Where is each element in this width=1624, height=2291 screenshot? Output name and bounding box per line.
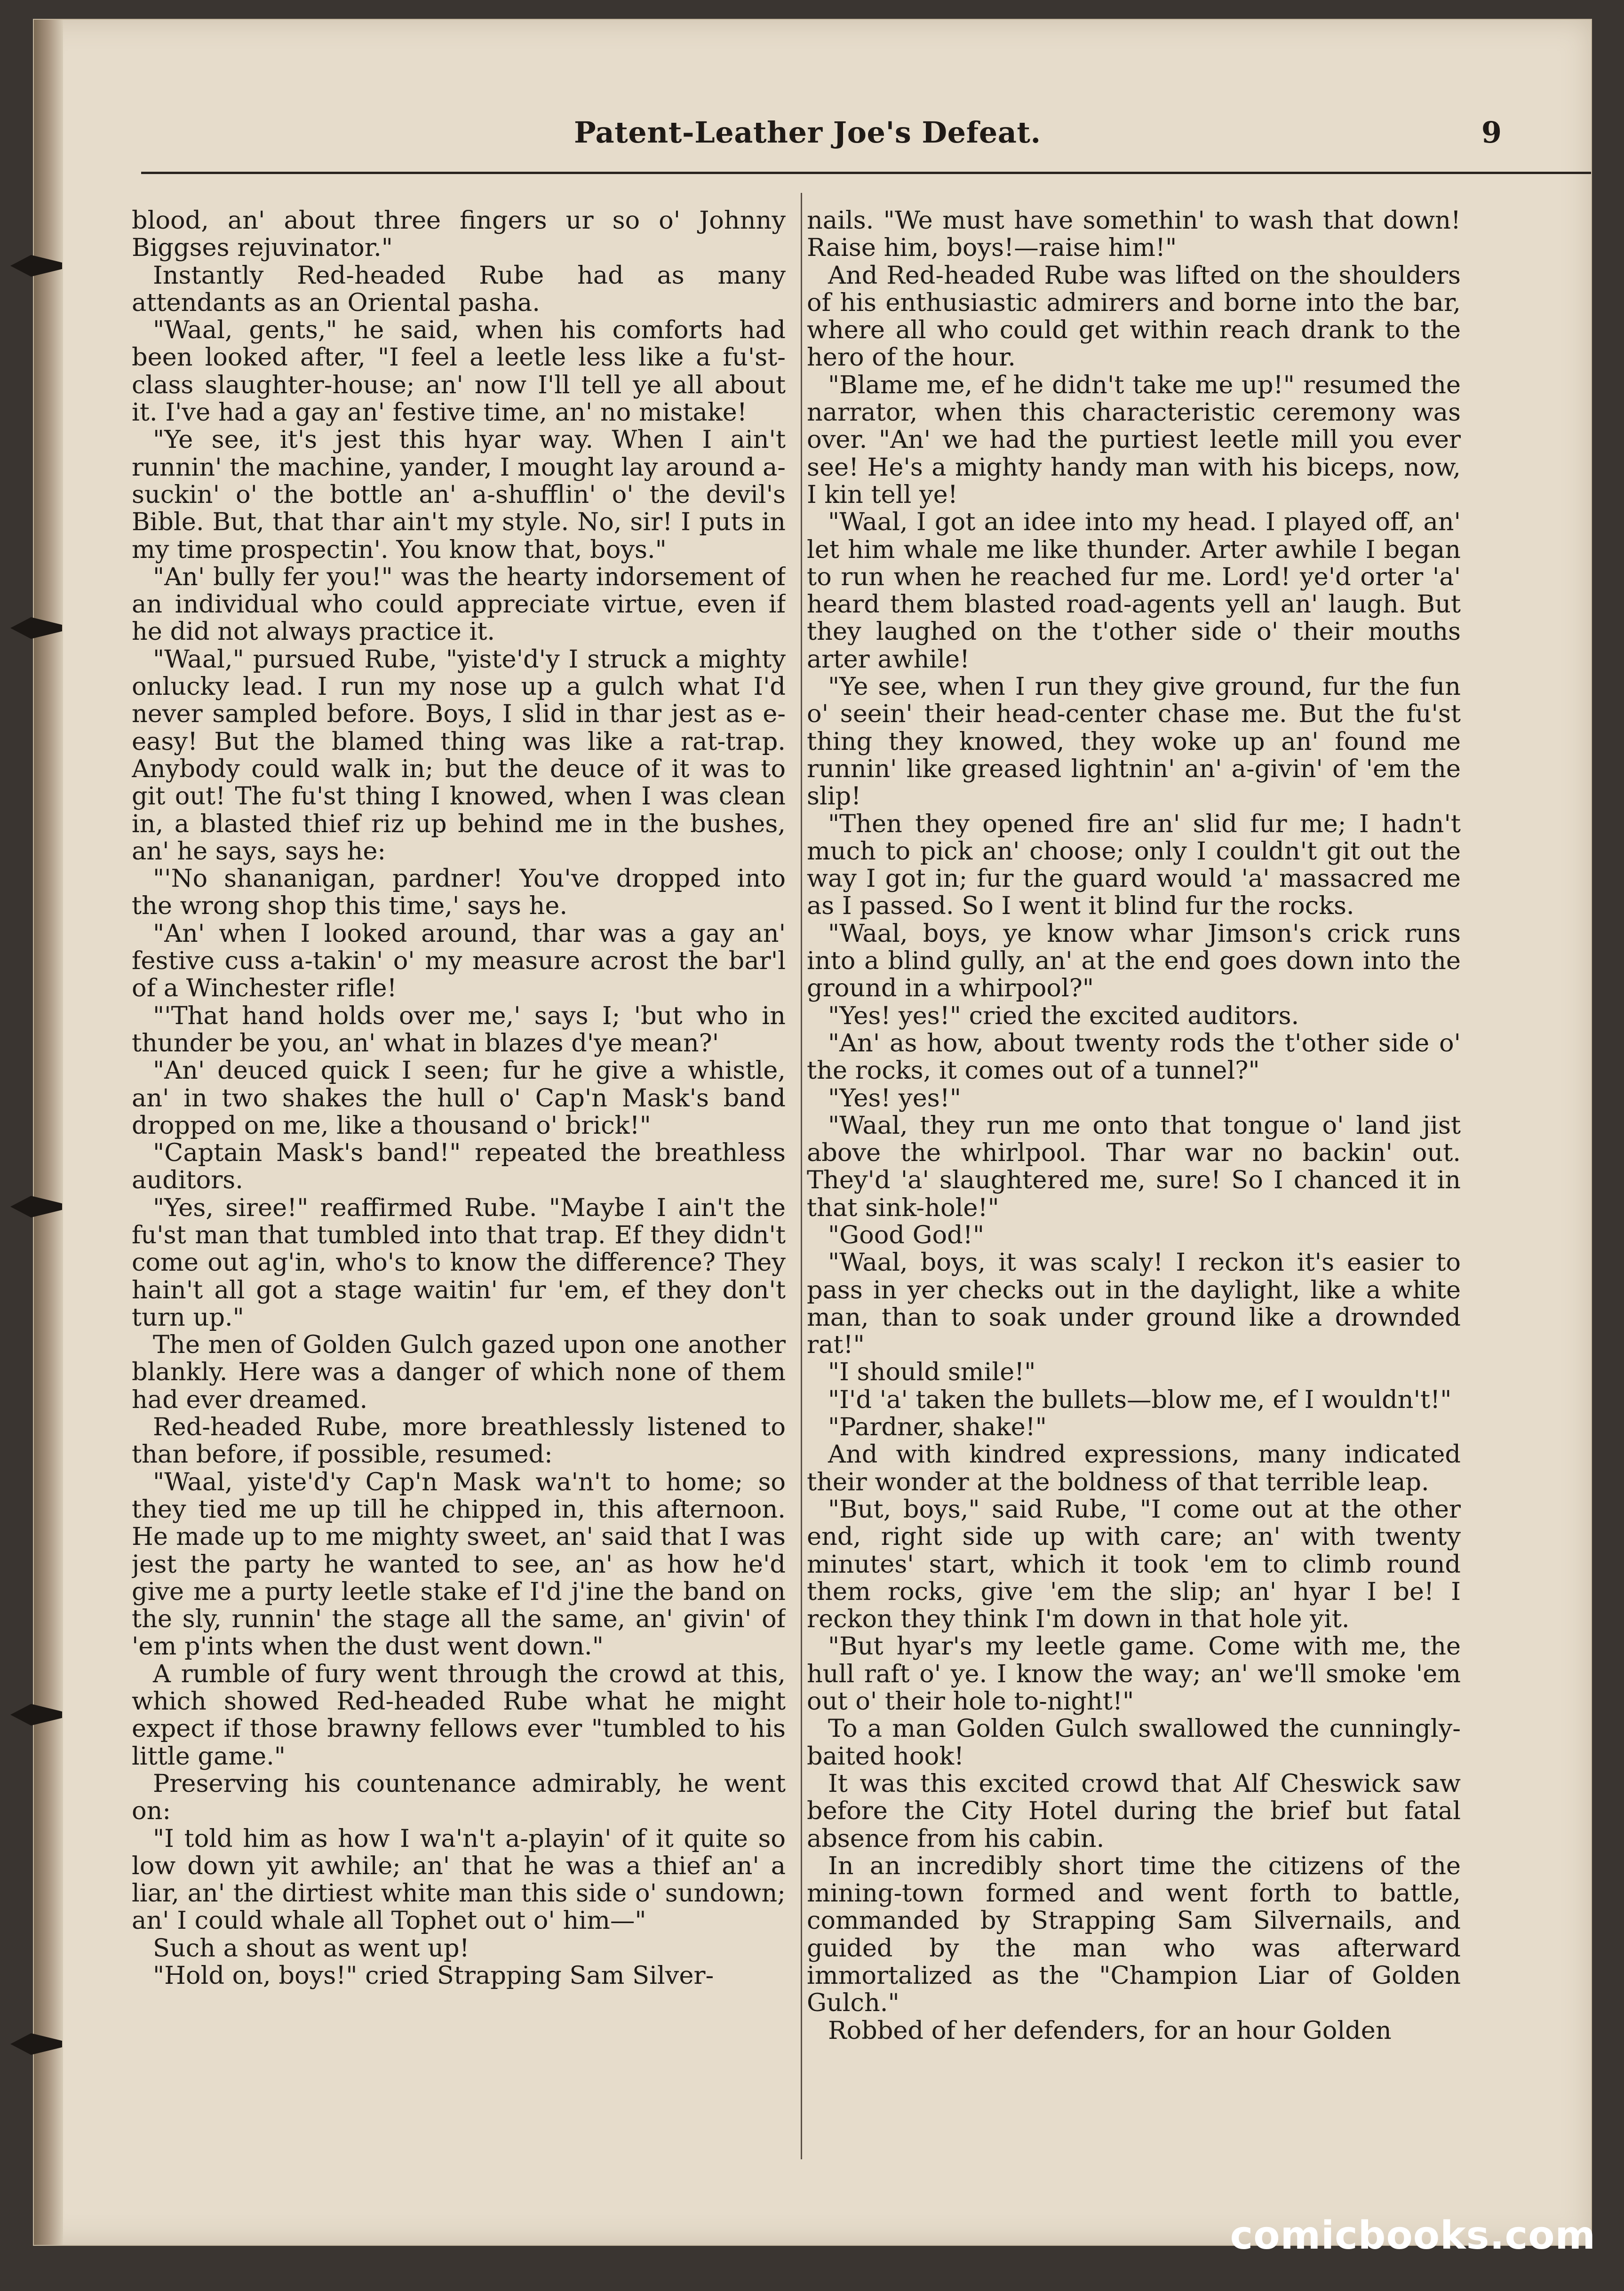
left-column bbox=[132, 207, 786, 2188]
paragraph: nails. "We must have somethin' to wash that down! Raise him, boys!—raise him!" bbox=[807, 207, 1461, 263]
paragraph: "An' when I looked around, thar was a gay an' festive cuss a-takin' o' my measure acrost the bar'l of a Winchester rifle! bbox=[132, 919, 786, 1003]
paragraph: "But, boys," said Rube, "I come out at the other end, right side up with care; an' with twenty minutes' start, which it took 'em to climb round them rocks, give 'em the slip; an' hyar I be! I reckon they think I'm down in that hole yit. bbox=[807, 1495, 1461, 1634]
paragraph: "Waal, yiste'd'y Cap'n Mask wa'n't to home; so they tied me up till he chipped in, this afternoon. He made up to me mighty sweet, an' said that I was jest the party he wanted to see, an' as how he'd give me a purty leetle stake ef I'd j'ine the band on the sly, runnin' the stage all the same, an' givin' of 'em p'ints when the dust went down." bbox=[132, 1467, 786, 1661]
paragraph: "Waal," pursued Rube, "yiste'd'y I struck a mighty onlucky lead. I run my nose up a gulch what I'd never sampled before. Boys, I slid in thar jest as e-easy! But the blamed thing was like a rat-trap. Anybody could walk in; but the deuce of it was to git out! The fu'st thing I knowed, when I was clean in, a blasted thief riz up behind me in the bushes, an' he says, says he: bbox=[132, 644, 786, 866]
paragraph: And Red-headed Rube was lifted on the shoulders of his enthusiastic admirers and borne into the bar, where all who could get within reach drank to the hero of the hour. bbox=[807, 261, 1461, 372]
right-column bbox=[807, 207, 1461, 2188]
paragraph: Instantly Red-headed Rube had as many attendants as an Oriental pasha. bbox=[132, 261, 786, 317]
paragraph: "I should smile!" bbox=[828, 1358, 1036, 1387]
paragraph: "Waal, they run me onto that tongue o' land jist above the whirlpool. Thar war no backin' out. They'd 'a' slaughtered me, sure! So I chanced it in that sink-hole!" bbox=[807, 1111, 1461, 1222]
paragraph: Preserving his countenance admirably, he went on: bbox=[132, 1769, 786, 1826]
paragraph: To a man Golden Gulch swallowed the cunningly-baited hook! bbox=[807, 1714, 1461, 1771]
paragraph: "'No shananigan, pardner! You've dropped into the wrong shop this time,' says he. bbox=[132, 864, 786, 921]
paragraph: "Pardner, shake!" bbox=[828, 1413, 1047, 1442]
paragraph: It was this excited crowd that Alf Cheswick saw before the City Hotel during the brief but fatal absence from his cabin. bbox=[807, 1769, 1461, 1853]
paragraph: The men of Golden Gulch gazed upon one another blankly. Here was a danger of which none of them had ever dreamed. bbox=[132, 1330, 786, 1414]
running-title: Patent-Leather Joe's Defeat. bbox=[574, 115, 1041, 150]
paragraph: Such a shout as went up! bbox=[153, 1933, 470, 1963]
paragraph: "Waal, boys, it was scaly! I reckon it's easier to pass in yer checks out in the daylight, like a white man, than to soak under ground like a drownded rat!" bbox=[807, 1248, 1461, 1360]
paragraph: "Then they opened fire an' slid fur me; I hadn't much to pick an' choose; only I couldn't git out the way I got in; fur the guard would 'a' massacred me as I passed. So I went it blind fur the rocks. bbox=[807, 809, 1461, 921]
paragraph: "Captain Mask's band!" repeated the breathless auditors. bbox=[132, 1138, 786, 1195]
paragraph: "An' bully fer you!" was the hearty indorsement of an individual who could appreciate virtue, even if he did not always practice it. bbox=[132, 562, 786, 646]
paragraph: Red-headed Rube, more breathlessly listened to than before, if possible, resumed: bbox=[132, 1413, 786, 1469]
paragraph: blood, an' about three fingers ur so o' Johnny Biggses rejuvinator." bbox=[132, 207, 786, 263]
paragraph: "An' as how, about twenty rods the t'other side o' the rocks, it comes out of a tunnel?" bbox=[807, 1028, 1461, 1085]
page-number: 9 bbox=[1481, 115, 1502, 150]
paragraph: "Ye see, when I run they give ground, fur the fun o' seein' their head-center chase me. But the fu'st thing they knowed, they woke up an' found me runnin' like greased lightnin' an' a-givin' of 'em the slip! bbox=[807, 672, 1461, 811]
paragraph: "Blame me, ef he didn't take me up!" resumed the narrator, when this characteristic ceremony was over. "An' we had the purtiest leetle mill you ever see! He's a mighty handy man with his biceps, now, I kin tell ye! bbox=[807, 370, 1461, 509]
paragraph: "Hold on, boys!" cried Strapping Sam Silver- bbox=[153, 1961, 714, 1990]
page-binding-edge bbox=[34, 20, 63, 2245]
paragraph: "Waal, I got an idee into my head. I played off, an' let him whale me like thunder. Arter awhile I began to run when he reached fur me. Lord! ye'd orter 'a' heard them blasted road-agents yell an' laugh. But they laughed on the t'other side o' their mouths arter awhile! bbox=[807, 508, 1461, 674]
paragraph: "Ye see, it's jest this hyar way. When I ain't runnin' the machine, yander, I mought lay around a-suckin' o' the bottle an' a-shufflin' o' the devil's Bible. But, that thar ain't my style. No, sir! I puts in my time prospectin'. You know that, boys." bbox=[132, 425, 786, 564]
paragraph: "I'd 'a' taken the bullets—blow me, ef I wouldn't!" bbox=[828, 1385, 1452, 1414]
paragraph: "Yes! yes!" bbox=[828, 1083, 961, 1113]
header-rule bbox=[141, 172, 1591, 174]
paragraph: "Good God!" bbox=[828, 1220, 984, 1249]
paragraph: "Yes! yes!" cried the excited auditors. bbox=[828, 1001, 1299, 1030]
paragraph: "But hyar's my leetle game. Come with me, the hull raft o' ye. I know the way; an' we'll smoke 'em out o' their hole to-night!" bbox=[807, 1632, 1461, 1716]
paragraph: And with kindred expressions, many indicated their wonder at the boldness of that terrible leap. bbox=[807, 1440, 1461, 1496]
paragraph: "Waal, gents," he said, when his comforts had been looked after, "I feel a leetle less like a fu'st-class slaughter-house; an' now I'll tell ye all about it. I've had a gay an' festive time, an' no mistake! bbox=[132, 316, 786, 427]
page-header bbox=[141, 115, 1502, 153]
paragraph: Robbed of her defenders, for an hour Golden bbox=[828, 2016, 1392, 2045]
paragraph: A rumble of fury went through the crowd at this, which showed Red-headed Rube what he might expect if those brawny fellows ever "tumbled to his little game." bbox=[132, 1659, 786, 1771]
paragraph: "I told him as how I wa'n't a-playin' of it quite so low down yit awhile; an' that he was a thief an' a liar, an' the dirtiest white man this side o' sundown; an' I could whale all Tophet out o' him—" bbox=[132, 1824, 786, 1935]
column-divider bbox=[801, 193, 802, 2159]
watermark: comicbooks.com bbox=[1230, 2213, 1596, 2258]
paragraph: "'That hand holds over me,' says I; 'but who in thunder be you, an' what in blazes d'ye mean?' bbox=[132, 1001, 786, 1058]
paragraph: In an incredibly short time the citizens of the mining-town formed and went forth to battle, commanded by Strapping Sam Silvernails, and guided by the man who was afterward immortalized as the "Champion Liar of Golden Gulch." bbox=[807, 1851, 1461, 2018]
paragraph: "An' deuced quick I seen; fur he give a whistle, an' in two shakes the hull o' Cap'n Mask's band dropped on me, like a thousand o' brick!" bbox=[132, 1056, 786, 1140]
paragraph: "Waal, boys, ye know whar Jimson's crick runs into a blind gully, an' at the end goes down into the ground in a whirpool?" bbox=[807, 919, 1461, 1003]
paragraph: "Yes, siree!" reaffirmed Rube. "Maybe I ain't the fu'st man that tumbled into that trap. Ef they didn't come out ag'in, who's to know the difference? They hain't all got a stage waitin' fur 'em, ef they don't turn up." bbox=[132, 1193, 786, 1332]
